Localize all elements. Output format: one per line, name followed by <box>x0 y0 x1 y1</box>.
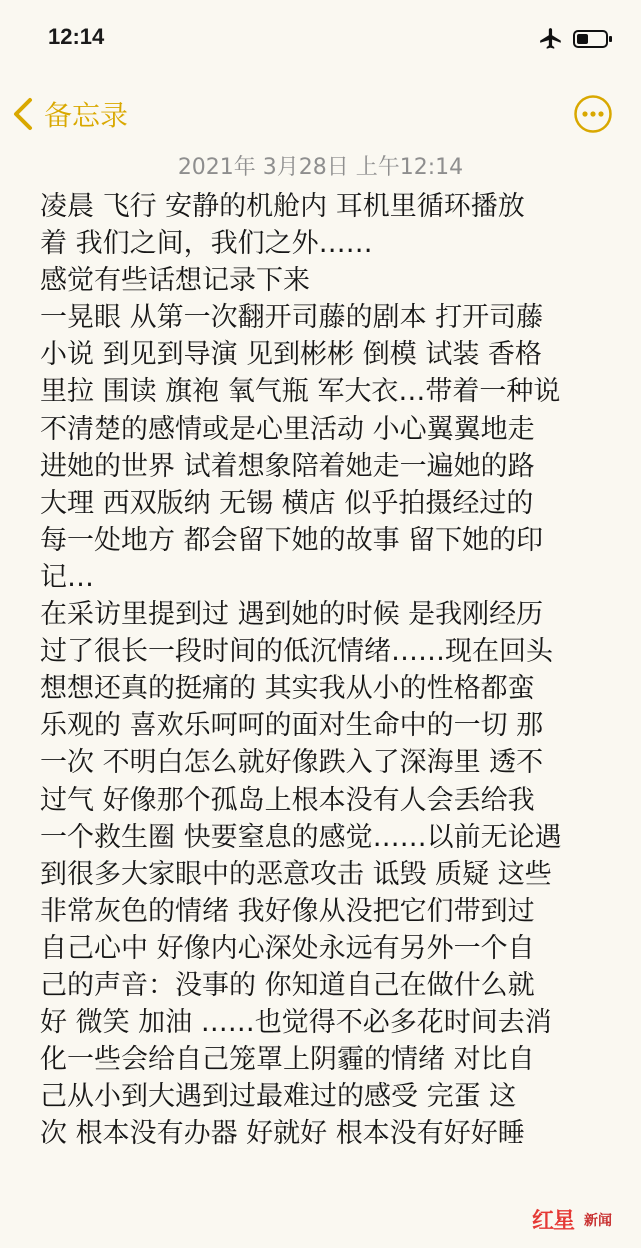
note-line: 在采访里提到过 遇到她的时候 是我刚经历 <box>40 599 544 631</box>
note-line: 凌晨 飞行 安静的机舱内 耳机里循环播放 <box>40 191 525 222</box>
note-line: 非常灰色的情绪 我好像从没把它们带到过 <box>40 895 535 927</box>
note-body[interactable] <box>40 188 615 1248</box>
watermark-brand-small: 新闻 <box>584 1213 612 1229</box>
note-line: 每一处地方 都会留下她的故事 留下她的印 <box>40 524 544 556</box>
note-line: 自己心中 好像内心深处永远有另外一个自 <box>40 932 535 964</box>
note-line: 着 我们之间，我们之外…… <box>40 228 373 260</box>
more-options-icon[interactable] <box>573 94 613 134</box>
watermark-brand: 红星 <box>532 1208 575 1234</box>
airplane-mode-icon <box>538 26 564 52</box>
note-line: 记… <box>40 561 94 593</box>
note-line: 想想还真的挺痛的 其实我从小的性格都蛮 <box>40 673 535 705</box>
note-line: 里拉 围读 旗袍 氧气瓶 军大衣…带着一种说 <box>40 376 561 408</box>
note-line: 进她的世界 试着想象陪着她走一遍她的路 <box>40 450 535 482</box>
note-line: 化一些会给自己笼罩上阴霾的情绪 对比自 <box>40 1044 535 1076</box>
note-line: 己从小到大遇到过最难过的感受 完蛋 这 <box>40 1081 517 1113</box>
back-label: 备忘录 <box>44 99 129 132</box>
chevron-left-icon <box>10 96 36 132</box>
note-line: 过了很长一段时间的低沉情绪……现在回头 <box>40 636 553 668</box>
note-date: 2021年 3月28日 上午12:14 <box>177 155 464 180</box>
status-bar <box>0 0 641 80</box>
note-line: 乐观的 喜欢乐呵呵的面对生命中的一切 那 <box>40 710 544 742</box>
note-line: 过气 好像那个孤岛上根本没有人会丢给我 <box>40 784 535 816</box>
watermark-logo <box>532 1204 637 1244</box>
note-line: 一个救生圈 快要窒息的感觉……以前无论遇 <box>40 821 562 853</box>
nav-bar <box>0 86 641 142</box>
note-line: 感觉有些话想记录下来 <box>40 265 310 297</box>
status-time: 12:14 <box>48 24 105 49</box>
note-line: 次 根本没有办器 好就好 根本没有好好睡 <box>40 1118 525 1150</box>
note-line: 好 微笑 加油 ……也觉得不必多花时间去消 <box>40 1007 552 1039</box>
note-line: 不清楚的感情或是心里活动 小心翼翼地走 <box>40 413 535 445</box>
note-line: 己的声音：没事的 你知道自己在做什么就 <box>40 969 535 1001</box>
note-line: 一晃眼 从第一次翻开司藤的剧本 打开司藤 <box>40 302 544 334</box>
note-line: 一次 不明白怎么就好像跌入了深海里 透不 <box>40 747 544 779</box>
note-line: 小说 到见到导演 见到彬彬 倒模 试装 香格 <box>40 339 542 371</box>
note-line: 到很多大家眼中的恶意攻击 诋毁 质疑 这些 <box>40 858 552 890</box>
battery-icon <box>573 29 613 49</box>
note-line: 大理 西双版纳 无锡 横店 似乎拍摄经过的 <box>40 487 534 519</box>
back-button[interactable] <box>10 94 128 134</box>
